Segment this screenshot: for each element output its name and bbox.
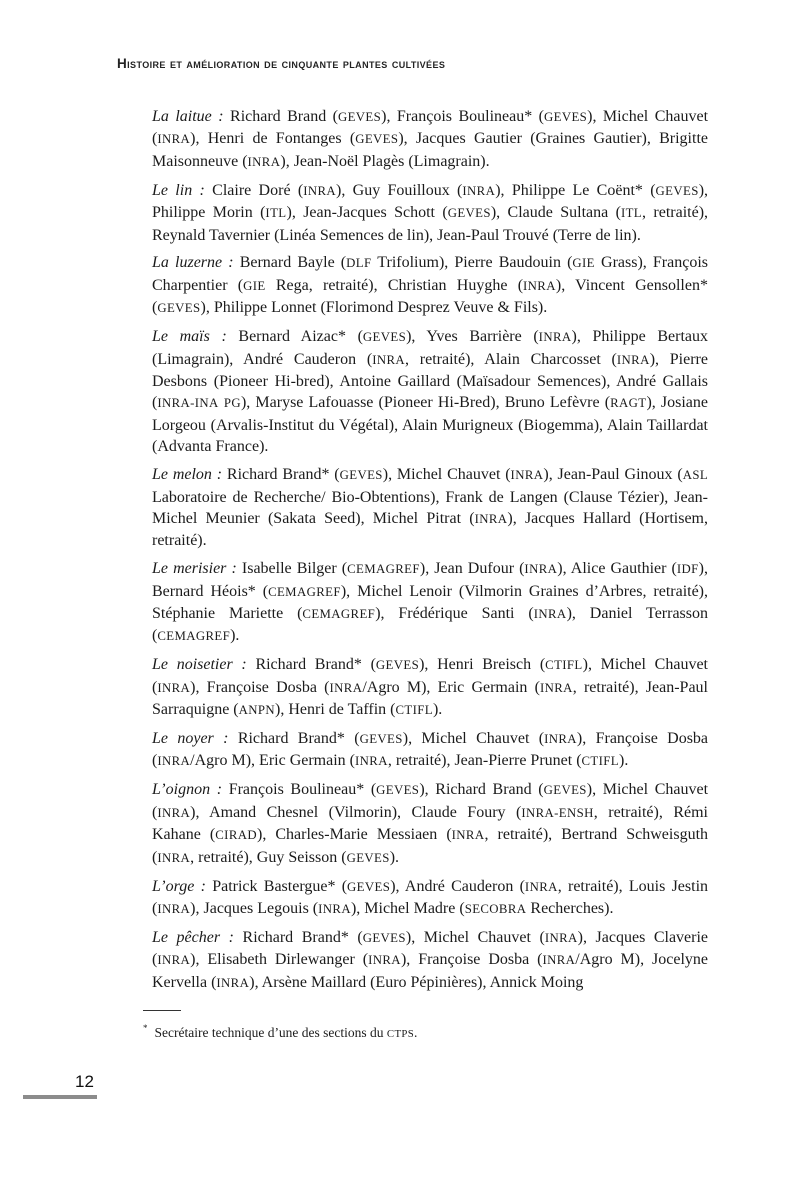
- entry-le-mais: [152, 326, 708, 457]
- contributor-list: Richard Brand* (GEVES), Michel Chauvet (INRA), Jean-Paul Ginoux (ASL Laboratoire de Recherche/ Bio-Obtentions), Frank de Langen (Clause Tézier), Jean-Michel Meunier (Sakata Seed), Michel Pitrat (INRA), Jacques Hallard (Hortisem, retraité).: [152, 466, 709, 550]
- entry-le-noyer: [152, 728, 708, 773]
- contributor-list: Richard Brand (GEVES), François Boulineau* (GEVES), Michel Chauvet (INRA), Henri de Fontanges (GEVES), Jacques Gautier (Graines Gautier), Brigitte Maisonneuve (INRA), Jean-Noël Plagès (Limagrain).: [152, 108, 709, 170]
- contributor-list: Bernard Bayle (DLF Trifolium), Pierre Baudouin (GIE Grass), François Charpentier (GIE Rega, retraité), Christian Huyghe (INRA), Vincent Gensollen* (GEVES), Philippe Lonnet (Florimond Desprez Veuve & Fils).: [152, 254, 709, 317]
- entry-la-laitue: [152, 106, 708, 173]
- contributor-list: Richard Brand* (GEVES), Michel Chauvet (INRA), Jacques Claverie (INRA), Elisabeth Dirlewanger (INRA), Françoise Dosba (INRA/Agro M), Jocelyne Kervella (INRA), Arsène Maillard (Euro Pépinières), Annick Moing: [152, 928, 709, 991]
- contributor-list: Claire Doré (INRA), Guy Fouilloux (INRA), Philippe Le Coënt* (GEVES), Philippe Morin (ITL), Jean-Jacques Schott (GEVES), Claude Sultana (ITL, retraité), Reynald Tavernier (Linéa Semences de lin), Jean-Paul Trouvé (Terre de lin).: [152, 181, 709, 244]
- crop-name: La luzerne :: [152, 254, 234, 272]
- footnote-text: Secrétaire technique d’une des sections du CTPS.: [154, 1024, 418, 1040]
- entry-le-lin: [152, 180, 708, 246]
- entry-le-merisier: [152, 558, 708, 648]
- running-head: Histoire et amélioration de cinquante plantes cultivées: [117, 56, 446, 71]
- crop-name: Le noyer :: [152, 730, 229, 748]
- footer-bar: [23, 1095, 97, 1099]
- footnote-rule: [143, 1010, 181, 1011]
- crop-name: Le noisetier :: [152, 656, 247, 674]
- crop-name: L’oignon :: [152, 781, 223, 799]
- entry-la-luzerne: [152, 252, 708, 319]
- crop-name: Le maïs :: [152, 328, 227, 346]
- crop-name: Le pêcher :: [152, 928, 234, 946]
- entry-l-oignon: [152, 779, 708, 869]
- footnote: [143, 1010, 708, 1043]
- entry-le-melon: [152, 464, 708, 552]
- crop-name: Le melon :: [152, 466, 223, 484]
- entry-le-noisetier: [152, 654, 708, 721]
- contributor-list: Richard Brand* (GEVES), Michel Chauvet (INRA), Françoise Dosba (INRA/Agro M), Eric Germain (INRA, retraité), Jean-Pierre Prunet (CTIFL).: [152, 730, 709, 770]
- contributor-list: Richard Brand* (GEVES), Henri Breisch (CTIFL), Michel Chauvet (INRA), Françoise Dosba (INRA/Agro M), Eric Germain (INRA, retraité), Jean-Paul Sarraquigne (ANPN), Henri de Taffin (CTIFL).: [152, 656, 709, 719]
- entry-le-pecher: [152, 927, 708, 994]
- footnote-marker: *: [143, 1023, 148, 1034]
- footnote-text-line: [143, 1020, 708, 1043]
- page-footer: [23, 1072, 97, 1099]
- contributor-list: Patrick Bastergue* (GEVES), André Cauderon (INRA, retraité), Louis Jestin (INRA), Jacques Legouis (INRA), Michel Madre (SECOBRA Recherches).: [152, 877, 709, 917]
- crop-name: Le merisier :: [152, 560, 237, 578]
- page-body: [143, 106, 709, 1043]
- crop-name: Le lin :: [152, 181, 205, 199]
- contributor-list: Isabelle Bilger (CEMAGREF), Jean Dufour (INRA), Alice Gauthier (IDF), Bernard Héois* (CEMAGREF), Michel Lenoir (Vilmorin Graines d’Arbres, retraité), Stéphanie Mariette (CEMAGREF), Frédérique Santi (INRA), Daniel Terrasson (CEMAGREF).: [152, 560, 709, 645]
- page-number: 12: [75, 1072, 94, 1091]
- crop-name: La laitue :: [152, 108, 224, 125]
- contributor-list: Bernard Aizac* (GEVES), Yves Barrière (INRA), Philippe Bertaux (Limagrain), André Cauderon (INRA, retraité), Alain Charcosset (INRA), Pierre Desbons (Pioneer Hi-bred), Antoine Gaillard (Maïsadour Semences), André Gallais (INRA-INA PG), Maryse Lafouasse (Pioneer Hi-Bred), Bruno Lefèvre (RAGT), Josiane Lorgeou (Arvalis-Institut du Végétal), Alain Murigneux (Biogemma), Alain Taillardat (Advanta France).: [152, 328, 709, 456]
- contributor-list: François Boulineau* (GEVES), Richard Brand (GEVES), Michel Chauvet (INRA), Amand Chesnel (Vilmorin), Claude Foury (INRA-ENSH, retraité), Rémi Kahane (CIRAD), Charles-Marie Messiaen (INRA, retraité), Bertrand Schweisguth (INRA, retraité), Guy Seisson (GEVES).: [152, 781, 709, 866]
- entry-l-orge: [152, 876, 708, 921]
- crop-name: L’orge :: [152, 877, 206, 895]
